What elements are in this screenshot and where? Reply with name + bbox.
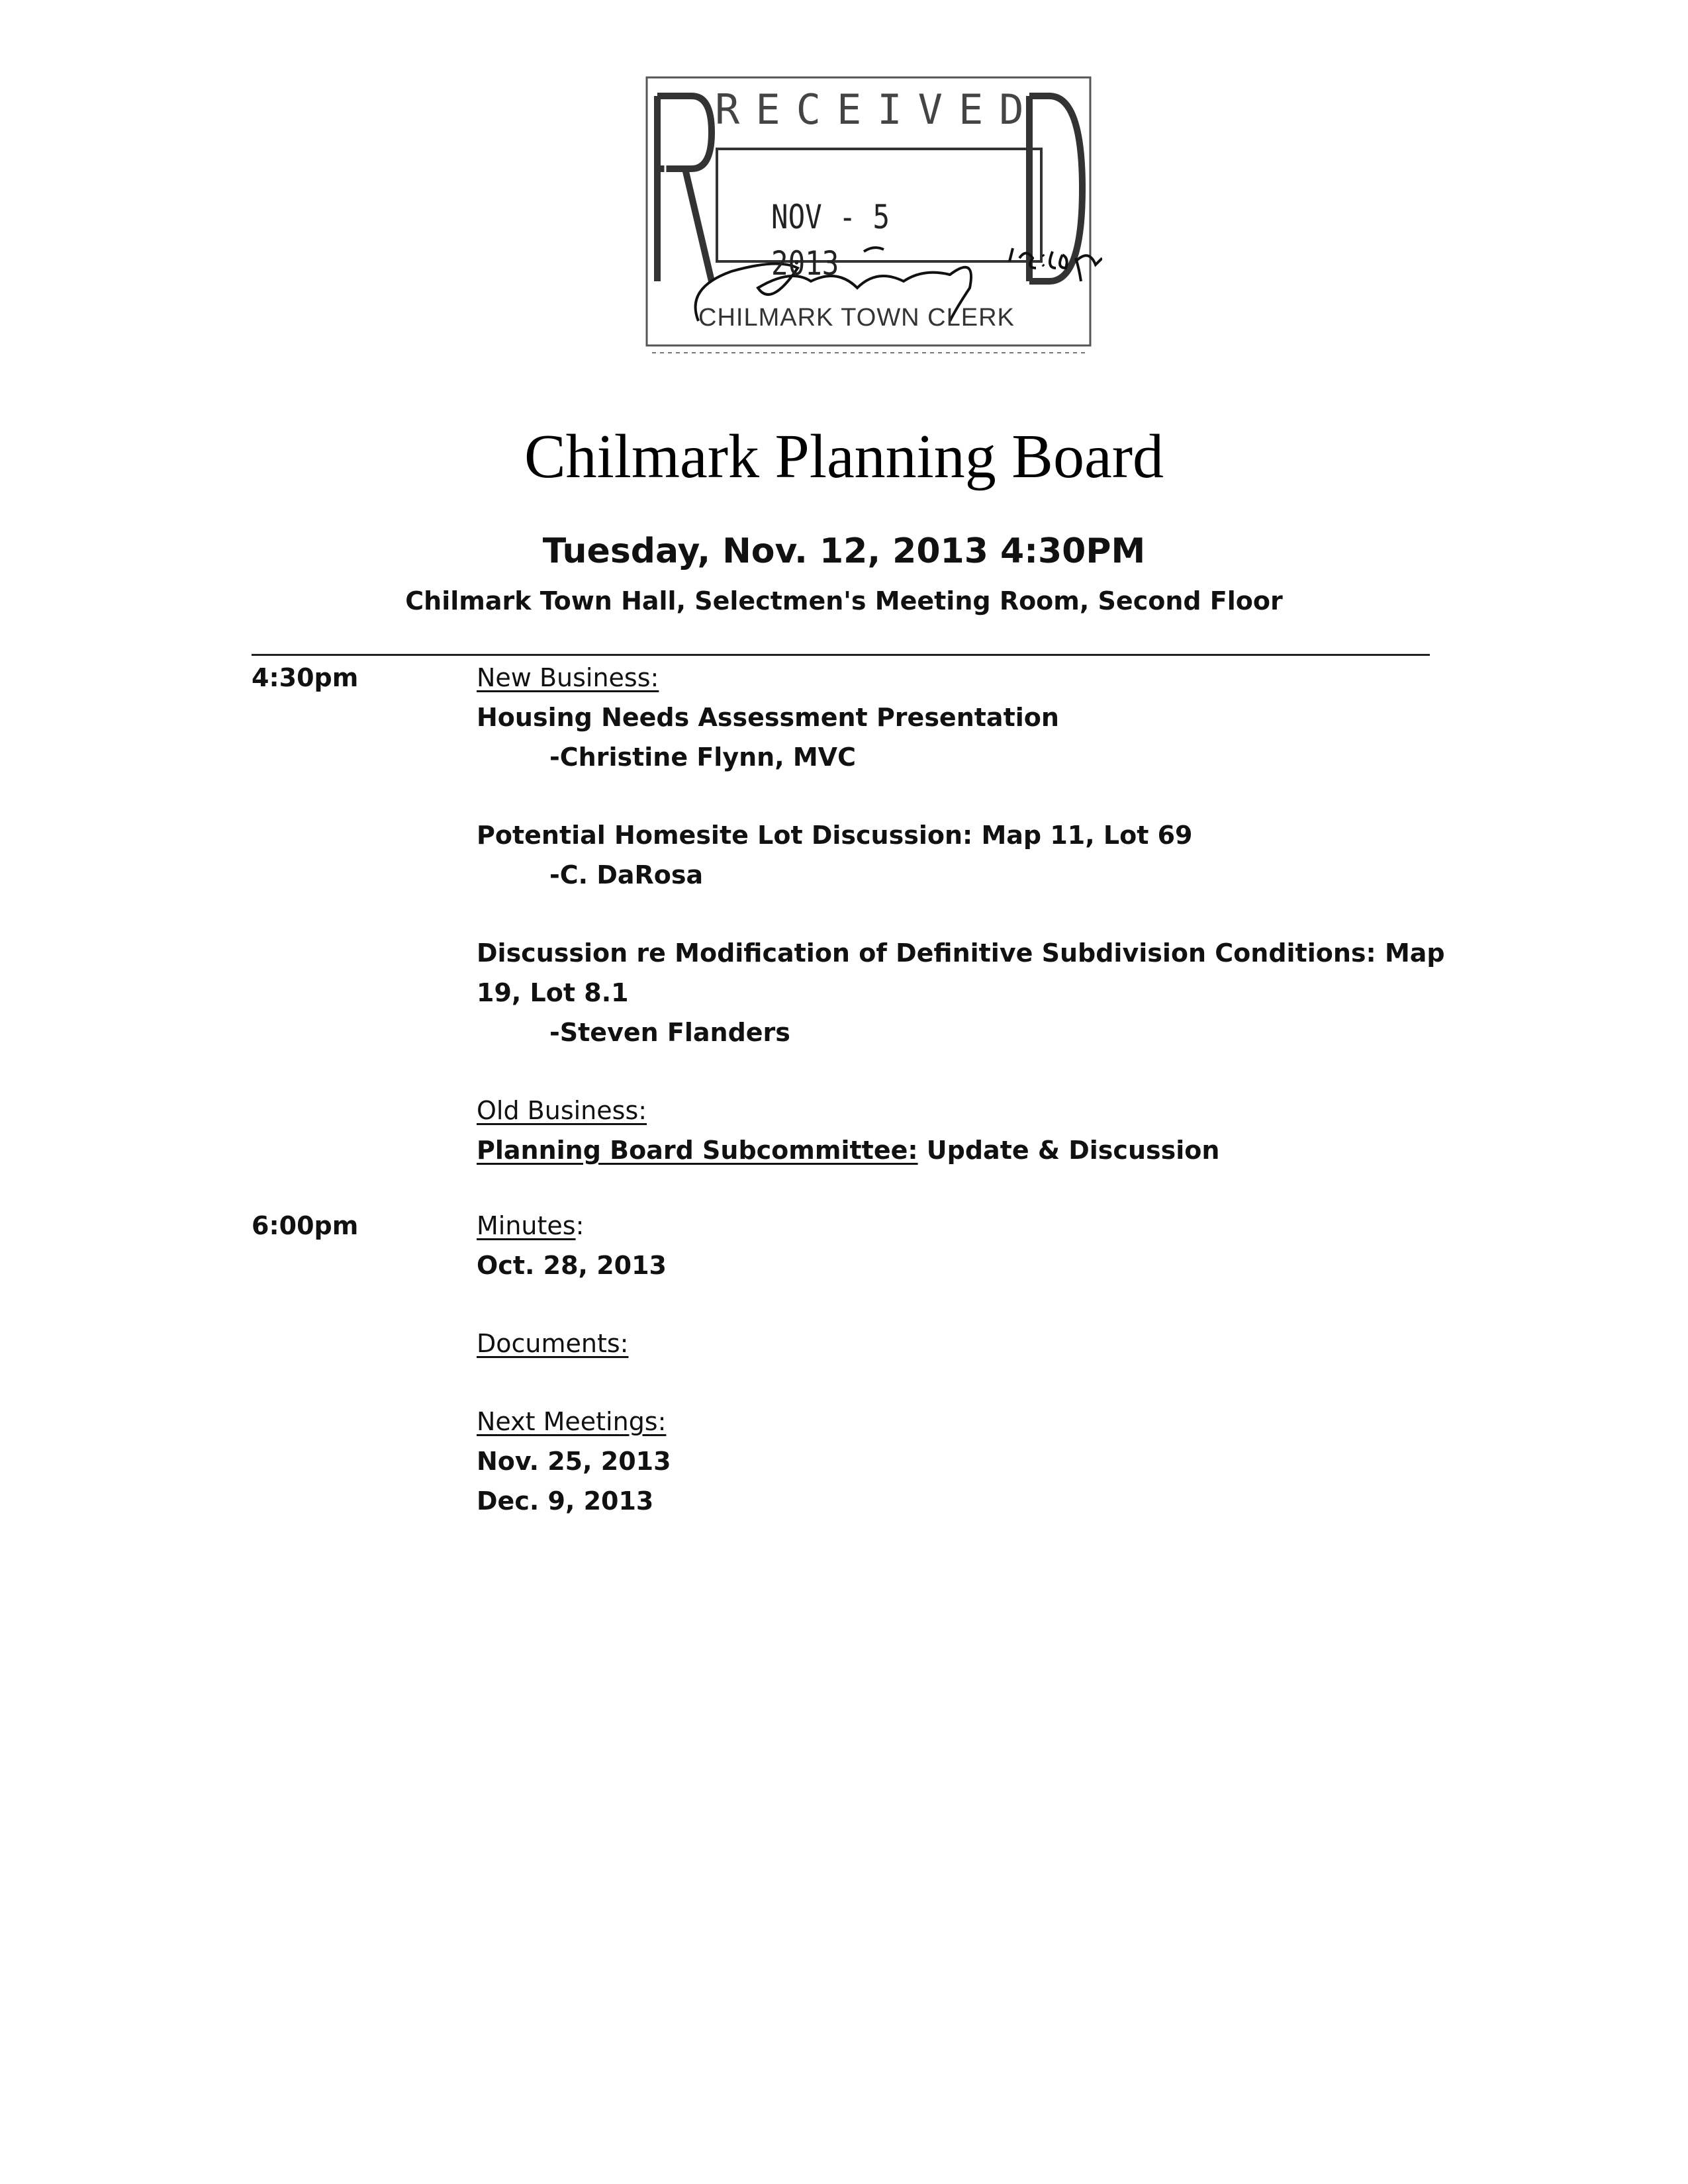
next-meetings-heading: Next Meetings: [477,1407,667,1436]
header-divider [252,654,1430,656]
agenda-item-3-title-line2: 19, Lot 8.1 [477,978,629,1007]
agenda-time-2: 6:00pm [252,1211,359,1240]
old-business-item-rest: Update & Discussion [917,1136,1220,1165]
agenda-item-1-presenter: -Christine Flynn, MVC [549,743,856,772]
old-business-heading: Old Business: [477,1096,647,1125]
stamp-received-word: RECEIVED [715,85,1040,134]
agenda-item-1-title: Housing Needs Assessment Presentation [477,703,1059,732]
old-business-item-title: Planning Board Subcommittee: [477,1136,918,1165]
next-meeting-1: Nov. 25, 2013 [477,1447,671,1476]
old-business-item [477,1130,1219,1170]
documents-heading: Documents: [477,1329,629,1358]
agenda-item-2-title: Potential Homesite Lot Discussion: Map 11, Lot 69 [477,821,1193,850]
minutes-date: Oct. 28, 2013 [477,1251,667,1280]
stamp-date: NOV - 5 2013 [771,198,890,283]
agenda-item-2-presenter: -C. DaRosa [549,860,704,889]
agenda-time-1: 4:30pm [252,663,359,692]
new-business-heading: New Business: [477,663,659,692]
next-meeting-2: Dec. 9, 2013 [477,1486,654,1516]
minutes-heading-line [477,1206,584,1246]
agenda-item-3-presenter: -Steven Flanders [549,1018,790,1047]
stamp-clerk: CHILMARK TOWN CLERK [698,304,1015,332]
received-stamp [639,69,1102,361]
minutes-colon: : [575,1211,585,1240]
minutes-heading: Minutes [477,1211,576,1240]
meeting-location: Chilmark Town Hall, Selectmen's Meeting Room, Second Floor [405,586,1283,615]
meeting-datetime: Tuesday, Nov. 12, 2013 4:30PM [542,531,1146,571]
page-title: Chilmark Planning Board [524,422,1164,491]
agenda-item-3-title-line1: Discussion re Modification of Definitive Subdivision Conditions: Map [477,938,1445,968]
